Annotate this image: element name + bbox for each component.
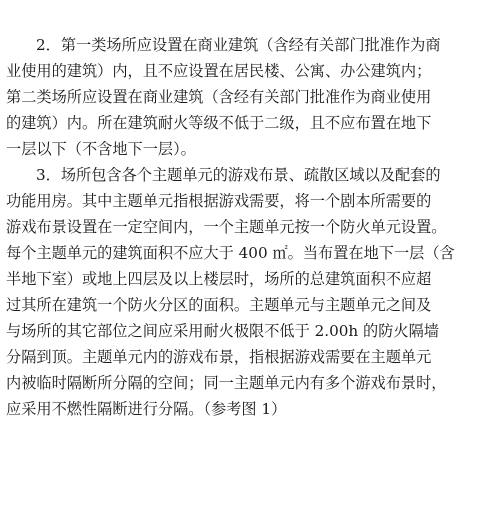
paragraph-2 — [6, 32, 476, 162]
text-line: 2．第一类场所应设置在商业建筑（含经有关部门批准作为商 — [36, 36, 441, 54]
text-line: 每个主题单元的建筑面积不应大于 400 ㎡。当布置在地下一层（含 — [6, 244, 455, 262]
text-line: 与场所的其它部位之间应采用耐火极限不低于 2.00h 的防火隔墙 — [6, 322, 439, 340]
text-line: 第二类场所应设置在商业建筑（含经有关部门批准作为商业使用 — [6, 88, 432, 106]
text-line: 半地下室）或地上四层及以上楼层时，场所的总建筑面积不应超 — [6, 270, 432, 288]
text-line: 业使用的建筑）内，且不应设置在居民楼、公寓、办公建筑内； — [6, 62, 432, 80]
paragraph-3 — [6, 162, 476, 422]
text-line: 应采用不燃性隔断进行分隔。（参考图 1） — [6, 400, 287, 418]
text-line: 内被临时隔断所分隔的空间；同一主题单元内有多个游戏布景时， — [6, 374, 447, 392]
text-line: 过其所在建筑一个防火分区的面积。主题单元与主题单元之间及 — [6, 296, 432, 314]
text-line: 3．场所包含各个主题单元的游戏布景、疏散区域以及配套的 — [36, 166, 441, 184]
text-line: 一层以下（不含地下一层）。 — [6, 140, 196, 158]
text-line: 功能用房。其中主题单元指根据游戏需要，将一个剧本所需要的 — [6, 192, 432, 210]
text-line: 的建筑）内。所在建筑耐火等级不低于二级，且不应布置在地下 — [6, 114, 432, 132]
text-line: 游戏布景设置在一定空间内，一个主题单元按一个防火单元设置。 — [6, 218, 447, 236]
text-line: 分隔到顶。主题单元内的游戏布景，指根据游戏需要在主题单元 — [6, 348, 432, 366]
document-body — [6, 32, 476, 422]
